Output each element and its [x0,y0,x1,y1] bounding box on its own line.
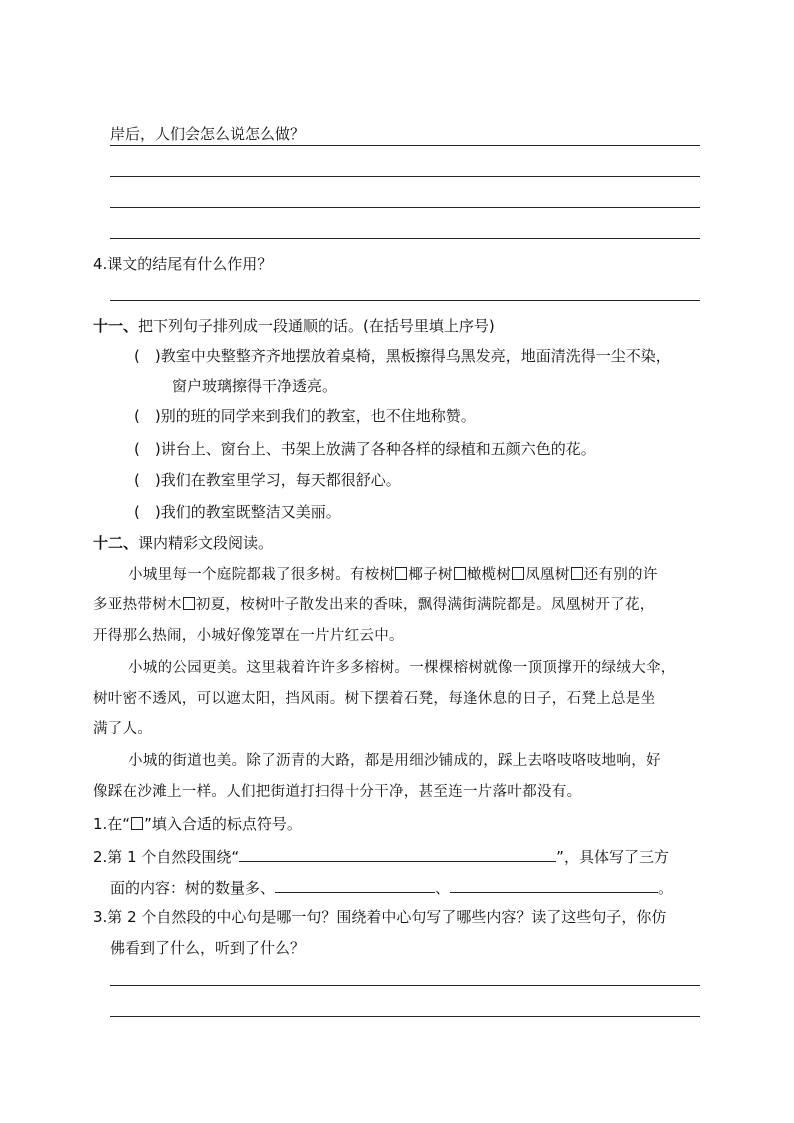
passage-text: 初夏，桉树叶子散发出来的香味，飘得满街满院都是。凤凰树开了花， [195,597,655,613]
order-blank[interactable]: ( ) [134,471,161,489]
passage-line: 小城的街道也美。除了沥青的大路，都是用细沙铺成的，踩上去咯吱咯吱地响，好 [128,753,661,769]
section-11-heading [93,316,495,336]
punctuation-box[interactable] [454,567,466,580]
answer-line[interactable] [110,207,700,208]
section-title: 课内精彩文段阅读。 [138,534,274,552]
passage-text: 橄榄树 [466,567,512,583]
order-blank[interactable]: ( ) [134,503,161,521]
sentence-item [134,470,401,490]
sentence-text: 教室中央整整齐齐地摆放着桌椅，黑板擦得乌黑发亮，地面清洗得一尘不染， [160,347,671,365]
passage-line: 开得那么热闹，小城好像笼罩在一片片红云中。 [93,628,404,644]
passage-line: 像踩在沙滩上一样。人们把街道打扫得十分干净，甚至连一片落叶都没有。 [93,784,582,800]
passage-line: 树叶密不透风，可以遮太阳，挡风雨。树下摆着石凳，每逢休息的日子，石凳上总是坐 [93,691,656,707]
order-blank[interactable]: ( ) [134,440,161,458]
question-text: 1.在“ [93,815,131,833]
passage-line [93,595,655,615]
punctuation-box[interactable] [571,567,583,580]
sentence-item [134,439,596,459]
answer-line[interactable] [110,238,700,239]
passage-line: 满了人。 [93,721,153,737]
sentence-item [134,406,476,426]
answer-line[interactable] [110,1016,700,1017]
answer-line[interactable] [110,145,700,146]
punctuation-box[interactable] [395,567,407,580]
order-blank[interactable]: ( ) [134,347,161,365]
question-text: 、 [435,879,451,897]
question-2-continued [110,876,673,898]
q3-tail-text: 岸后，人们会怎么说怎么做？ [110,125,306,143]
sentence-text: 别的班的同学来到我们的教室，也不住地称赞。 [160,407,476,425]
question-3: 3.第 2 个自然段的中心句是哪一句？围绕着中心句写了哪些内容？读了这些句子，你仿 [93,908,667,926]
section-12-heading [93,533,273,553]
fill-blank[interactable] [239,845,556,862]
sentence-continuation: 窗户玻璃擦得干净透亮。 [172,377,338,395]
fill-blank[interactable] [450,876,658,893]
answer-line[interactable] [110,176,700,177]
answer-line[interactable] [110,985,700,986]
question-4: 4.课文的结尾有什么作用？ [93,255,273,273]
question-text: ”，具体写了三方 [556,848,669,866]
question-1 [93,814,302,834]
sentence-text: 我们在教室里学习，每天都很舒心。 [160,471,401,489]
sentence-text: 我们的教室既整洁又美丽。 [160,503,341,521]
passage-line [128,565,658,585]
sentence-text: 讲台上、窗台上、书架上放满了各种各样的绿植和五颜六色的花。 [160,440,596,458]
punctuation-box[interactable] [183,597,195,610]
question-3-continued: 佛看到了什么，听到了什么？ [110,939,306,957]
question-text: 2.第 1 个自然段围绕“ [93,848,240,866]
punctuation-box-sample [131,817,143,830]
passage-text: 小城里每一个庭院都栽了很多树。有桉树 [128,567,395,583]
answer-line[interactable] [110,300,700,301]
passage-text: 还有别的许 [583,567,658,583]
question-text: ”填入合适的标点符号。 [144,815,302,833]
question-text: 面的内容：树的数量多、 [110,879,276,897]
passage-text: 椰子树 [408,567,453,583]
passage-text: 多亚热带树木 [93,597,182,613]
section-title: 把下列句子排列成一段通顺的话。(在括号里填上序号) [138,317,495,335]
order-blank[interactable]: ( ) [134,407,161,425]
punctuation-box[interactable] [512,567,524,580]
question-text: 。 [658,879,674,897]
section-number: 十二、 [93,534,139,552]
question-2 [93,845,669,867]
sentence-item [134,502,341,522]
passage-text: 凤凰树 [525,567,570,583]
passage-line: 小城的公园更美。这里栽着许许多多榕树。一棵棵榕树就像一顶顶撑开的绿绒大伞， [128,660,676,676]
fill-blank[interactable] [275,876,435,893]
sentence-item [134,346,671,366]
section-number: 十一、 [93,317,139,335]
